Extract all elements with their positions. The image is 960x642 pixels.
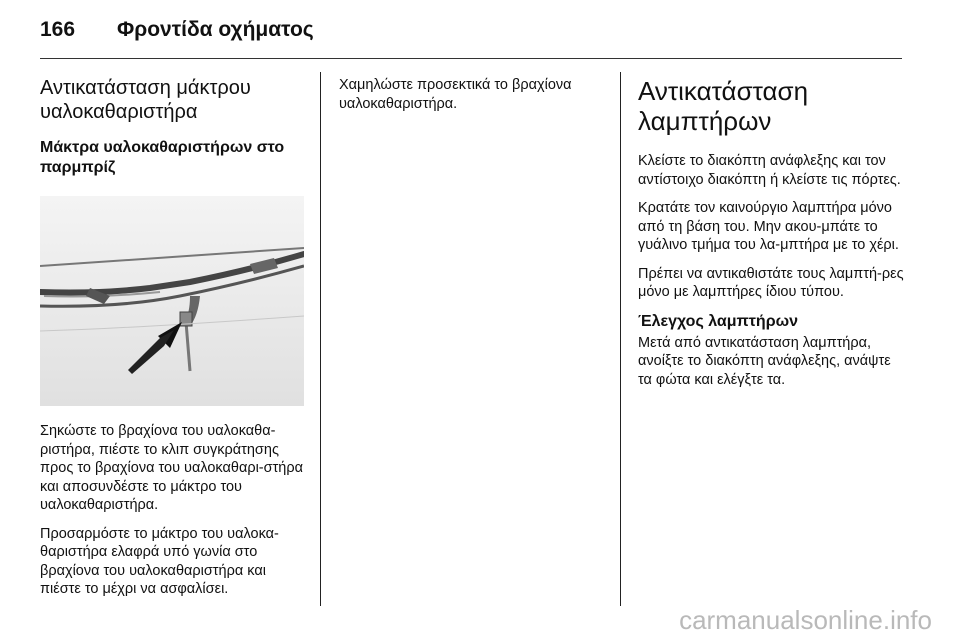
paragraph-ignition-off: Κλείστε το διακόπτη ανάφλεξης και τον αντίστοιχο διακόπτη ή κλείστε τις πόρτες. [638,153,901,188]
page-number: 166 [40,18,76,41]
subheading-bulb-check: Έλεγχος λαμπτήρων [638,312,799,330]
wiper-figure [40,196,304,406]
wiper-arm-illustration [40,196,304,406]
paragraph-fit-blade: Προσαρμόστε το μάκτρο του υαλοκα-θαριστήρα ελαφρά υπό γωνία στο βραχίονα του υαλοκαθαριστήρα και πιέστε το μέχρι να ασφαλίσει. [40,525,279,597]
paragraph-bulb-check: Μετά από αντικατάσταση λαμπτήρα, ανοίξτε το διακόπτη ανάφλεξης, ανάψτε τα φώτα και ελέγξτε τα. [638,334,891,388]
section-heading-bulbs: Αντικατάσταση λαμπτήρων [638,76,809,136]
page-header [0,0,960,62]
paragraph-remove-blade: Σηκώστε το βραχίονα του υαλοκαθα-ριστήρα, πιέστε το κλιπ συγκράτησης προς το βραχίονα του υαλοκαθαρι-στήρα και αποσυνδέστε το μάκτρο του υαλοκαθαριστήρα. [40,423,304,513]
column-divider-2 [620,72,621,606]
column-2 [339,76,607,123]
paragraph-same-type: Πρέπει να αντικαθιστάτε τους λαμπτή-ρες μόνο με λαμπτήρες ίδιου τύπου. [638,265,904,300]
section-heading-wiper: Αντικατάσταση μάκτρου υαλοκαθαριστήρα [40,77,251,123]
page-title: Φροντίδα οχήματος [117,18,314,41]
arrow-icon [124,318,184,374]
column-divider-1 [320,72,321,606]
column-1 [40,76,308,609]
paragraph-hold-bulb: Κρατάτε τον καινούργιο λαμπτήρα μόνο από τη βάση του. Μην ακου-μπάτε το γυάλινο τμήμα του λα-μπτήρα με το χέρι. [638,200,899,253]
watermark: carmanualsonline.info [679,605,932,635]
subheading-windscreen-wipers: Μάκτρα υαλοκαθαριστήρων στο παρμπρίζ [40,139,285,176]
header-divider [40,58,902,59]
column-3 [638,76,906,399]
paragraph-lower-arm: Χαμηλώστε προσεκτικά το βραχίονα υαλοκαθαριστήρα. [339,77,572,112]
